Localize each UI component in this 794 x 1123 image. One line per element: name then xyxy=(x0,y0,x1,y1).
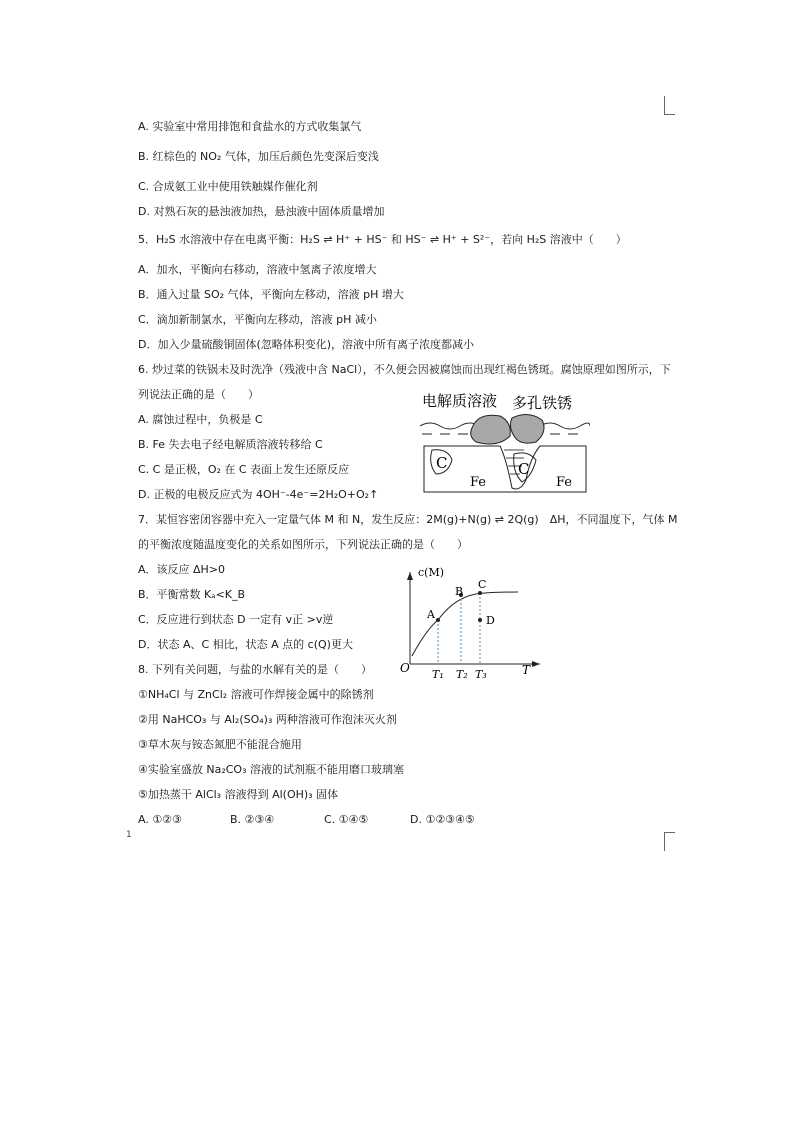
rust-blob-left xyxy=(471,415,511,444)
text-line: C．反应进行到状态 D 一定有 v正 >v逆 xyxy=(138,613,334,626)
tick-t3: T₃ xyxy=(475,668,487,681)
origin-label: O xyxy=(400,661,410,675)
point-b-label: B xyxy=(455,585,464,598)
text-line: C．滴加新制氯水，平衡向左移动，溶液 pH 减小 xyxy=(138,313,377,326)
text-line: 5．H₂S 水溶液中存在电离平衡：H₂S ⇌ H⁺ + HS⁻ 和 HS⁻ ⇌ H⁺ + S²⁻，若向 H₂S 溶液中（ ） xyxy=(138,233,627,246)
text-line: 6. 炒过菜的铁锅未及时洗净（残液中含 NaCl），不久便会因被腐蚀而出现红褐色锈斑。腐蚀原理如图所示，下 xyxy=(138,363,671,376)
page-number: 1 xyxy=(126,830,132,840)
text-line: ③草木灰与铵态氮肥不能混合施用 xyxy=(138,738,302,751)
label-fe-left: Fe xyxy=(470,475,487,490)
y-axis-label: c(M) xyxy=(418,566,445,579)
text-line: A．加水，平衡向右移动，溶液中氢离子浓度增大 xyxy=(138,263,377,276)
q8-option-c: C. ①④⑤ xyxy=(324,813,369,826)
text-line: D. 正极的电极反应式为 4OH⁻-4e⁻=2H₂O+O₂↑ xyxy=(138,488,379,501)
curve xyxy=(412,592,518,656)
label-c-left: C xyxy=(436,454,448,472)
x-axis-label: T xyxy=(522,663,531,677)
text-line: B．通入过量 SO₂ 气体，平衡向左移动，溶液 pH 增大 xyxy=(138,288,404,301)
text-line: D．状态 A、C 相比，状态 A 点的 c(Q)更大 xyxy=(138,638,353,651)
q8-options xyxy=(138,813,475,827)
point-c xyxy=(478,591,482,595)
point-c-label: C xyxy=(478,578,487,591)
y-axis-arrow xyxy=(407,572,413,580)
text-line: A．该反应 ΔH>0 xyxy=(138,563,226,576)
text-line: B. 红棕色的 NO₂ 气体，加压后颜色先变深后变浅 xyxy=(138,150,379,163)
text-line: 的平衡浓度随温度变化的关系如图所示，下列说法正确的是（ ） xyxy=(138,538,468,551)
rust-blob-right xyxy=(510,414,544,443)
corner-mark-bottom xyxy=(664,832,675,851)
text-line: ①NH₄Cl 与 ZnCl₂ 溶液可作焊接金属中的除锈剂 xyxy=(138,688,374,701)
label-c-right: C xyxy=(518,460,530,478)
q8-option-d: D. ①②③④⑤ xyxy=(410,813,475,826)
q8-option-b: B. ②③④ xyxy=(230,813,275,826)
text-line: 列说法正确的是（ ） xyxy=(138,388,259,401)
label-porous-rust: 多孔铁锈 xyxy=(512,394,573,412)
text-line: A. 腐蚀过程中，负极是 C xyxy=(138,413,263,426)
text-line: B. Fe 失去电子经电解质溶液转移给 C xyxy=(138,438,323,451)
corrosion-diagram xyxy=(420,388,590,498)
point-d-label: D xyxy=(486,614,495,627)
text-line: C. C 是正极，O₂ 在 C 表面上发生还原反应 xyxy=(138,463,350,476)
q8-option-a: A. ①②③ xyxy=(138,813,182,826)
text-line: ②用 NaHCO₃ 与 Al₂(SO₄)₃ 两种溶液可作泡沫灭火剂 xyxy=(138,713,397,726)
tick-t2: T₂ xyxy=(456,668,468,681)
text-line: ⑤加热蒸干 AlCl₃ 溶液得到 Al(OH)₃ 固体 xyxy=(138,788,339,801)
point-d xyxy=(478,618,482,622)
text-line: D. 对熟石灰的悬浊液加热，悬浊液中固体质量增加 xyxy=(138,205,385,218)
label-electrolyte: 电解质溶液 xyxy=(422,392,498,410)
point-a xyxy=(436,618,440,622)
solution-wave-right xyxy=(540,423,590,429)
text-line: ④实验室盛放 Na₂CO₃ 溶液的试剂瓶不能用磨口玻璃塞 xyxy=(138,763,404,776)
label-fe-right: Fe xyxy=(556,475,573,490)
x-axis-arrow xyxy=(532,661,540,667)
text-line: B．平衡常数 Kₐ<K_B xyxy=(138,588,246,601)
text-line: D．加入少量硫酸铜固体(忽略体积变化)，溶液中所有离子浓度都减小 xyxy=(138,338,475,351)
text-line: A. 实验室中常用排饱和食盐水的方式收集氯气 xyxy=(138,120,362,133)
concentration-temperature-graph xyxy=(398,564,548,684)
tick-t1: T₁ xyxy=(432,668,444,681)
text-line: 8. 下列有关问题，与盐的水解有关的是（ ） xyxy=(138,663,372,676)
point-a-label: A xyxy=(427,608,435,621)
text-line: 7．某恒容密闭容器中充入一定量气体 M 和 N，发生反应：2M(g)+N(g) ⇌ 2Q(g) ΔH，不同温度下，气体 M xyxy=(138,513,678,526)
text-line: C. 合成氨工业中使用铁触媒作催化剂 xyxy=(138,180,318,193)
corner-mark-top xyxy=(664,96,675,115)
